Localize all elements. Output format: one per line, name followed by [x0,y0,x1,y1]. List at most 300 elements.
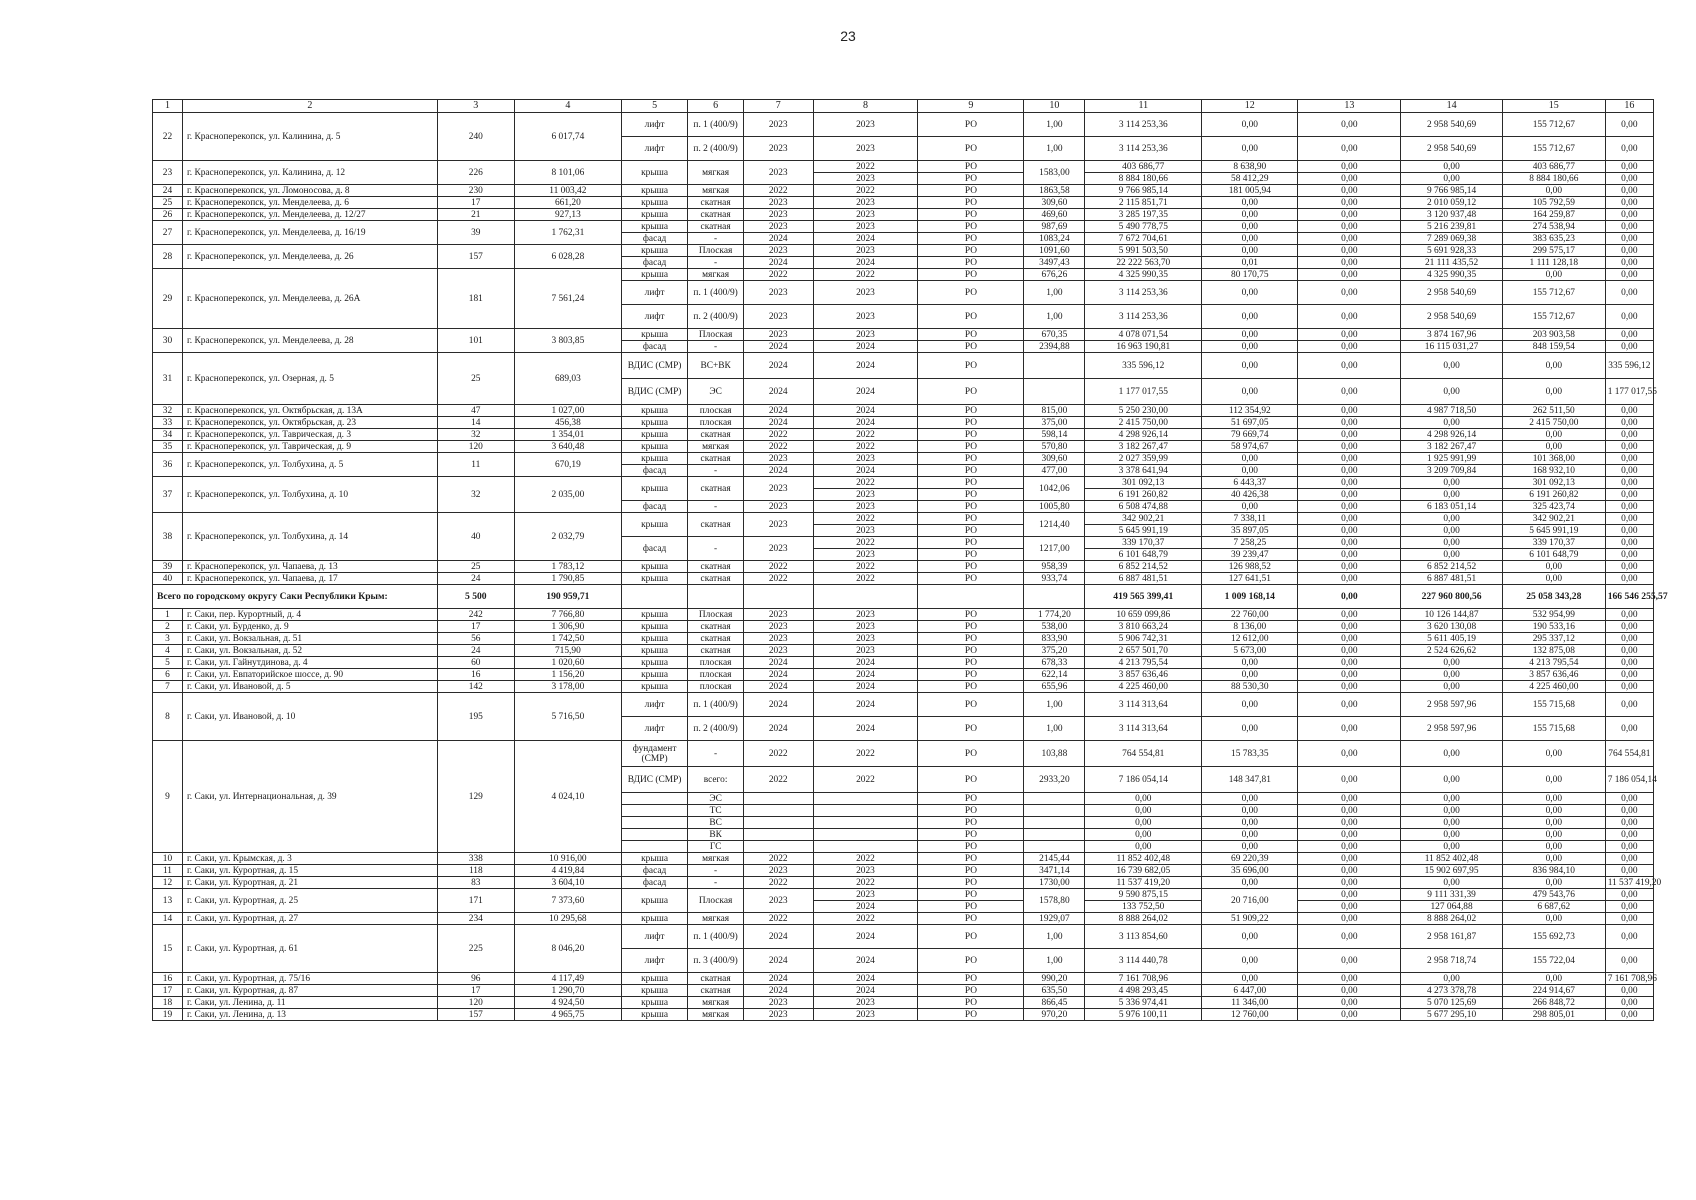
col-16-cell: 0,00 [1605,717,1653,741]
col-12-cell: 0,00 [1202,281,1298,305]
year-plan-cell: 2023 [743,513,813,537]
work-subtype-cell: плоская [688,681,744,693]
table-row [153,453,1654,465]
row-number-cell: 5 [153,657,183,669]
table-row [153,973,1654,985]
col-13-cell: 0,00 [1298,405,1401,417]
address-cell: г. Саки, ул. Ивановой, д. 5 [182,681,437,693]
total-cost-cell: 3 114 313,64 [1085,717,1202,741]
volume-cell: 2933,20 [1024,767,1085,793]
work-subtype-cell: Плоская [688,609,744,621]
col-13-cell: 0,00 [1298,453,1401,465]
col-16-cell: 7 186 054,14 [1605,767,1653,793]
executor-cell: РО [918,379,1024,405]
col-16-cell: 764 554,81 [1605,741,1653,767]
year-plan-cell: 2022 [743,561,813,573]
executor-cell: РО [918,913,1024,925]
header-cell: 8 [813,100,918,113]
work-subtype-cell: скатная [688,197,744,209]
col-14-cell: 16 115 031,27 [1401,341,1503,353]
volume-cell: 2394,88 [1024,341,1085,353]
col-14-cell: 2 958 718,74 [1401,949,1503,973]
col-16-cell: 0,00 [1605,537,1653,549]
executor-cell: РО [918,453,1024,465]
volume-cell: 1,00 [1024,281,1085,305]
work-subtype-cell: ВК [688,829,744,841]
volume-cell: 375,20 [1024,645,1085,657]
volume-cell: 670,35 [1024,329,1085,341]
year-plan-cell: 2024 [743,985,813,997]
col-16-cell: 0,00 [1605,621,1653,633]
address-cell: г. Саки, ул. Курортная, д. 61 [182,925,437,973]
total-cost-cell: 2 115 851,71 [1085,197,1202,209]
col-16-cell: 0,00 [1605,805,1653,817]
work-subtype-cell: - [688,257,744,269]
col-4-cell: 1 783,12 [514,561,621,573]
col-14-cell: 127 064,88 [1401,901,1503,913]
col-3-cell: 25 [437,561,514,573]
total-cost-cell: 2 027 359,99 [1085,453,1202,465]
col-4-cell: 4 965,75 [514,1009,621,1021]
col-13-cell: 0,00 [1298,681,1401,693]
col-12-cell: 11 346,00 [1202,997,1298,1009]
year-fact-cell: 2023 [813,489,918,501]
col-16-cell: 7 161 708,96 [1605,973,1653,985]
table-row [153,865,1654,877]
work-subtype-cell: - [688,741,744,767]
year-plan-cell: 2024 [743,669,813,681]
work-subtype-cell: п. 1 (400/9) [688,113,744,137]
col-15-cell: 155 712,67 [1502,281,1605,305]
col-3-cell: 32 [437,477,514,513]
address-cell: г. Красноперекопск, ул. Калинина, д. 5 [182,113,437,161]
col-12-cell: 0,00 [1202,197,1298,209]
col-15-cell: 0,00 [1502,877,1605,889]
executor-cell: РО [918,681,1024,693]
executor-cell: РО [918,841,1024,853]
col-14-cell: 3 620 130,08 [1401,621,1503,633]
address-cell: г. Красноперекопск, ул. Менделеева, д. 12/27 [182,209,437,221]
total-cost-cell: 16 963 190,81 [1085,341,1202,353]
col-15-cell: 224 914,67 [1502,985,1605,997]
col-16-cell: 0,00 [1605,465,1653,477]
work-subtype-cell [688,585,744,609]
col-14-cell: 4 298 926,14 [1401,429,1503,441]
year-fact-cell: 2023 [813,525,918,537]
col-12-cell: 0,00 [1202,693,1298,717]
year-plan-cell: 2022 [743,853,813,865]
col-13-cell: 0,00 [1298,353,1401,379]
col-4-cell: 1 790,85 [514,573,621,585]
col-14-cell: 0,00 [1401,657,1503,669]
table-row [153,197,1654,209]
col-16-cell: 0,00 [1605,657,1653,669]
volume-cell: 1,00 [1024,925,1085,949]
year-fact-cell: 2023 [813,501,918,513]
address-cell: г. Саки, пер. Курортный, д. 4 [182,609,437,621]
year-fact-cell [813,817,918,829]
work-subtype-cell: скатная [688,573,744,585]
year-plan-cell: 2023 [743,633,813,645]
year-plan-cell: 2023 [743,501,813,513]
executor-cell: РО [918,1009,1024,1021]
col-15-cell: 5 645 991,19 [1502,525,1605,537]
col-12-cell: 126 988,52 [1202,561,1298,573]
work-type-cell: крыша [621,441,687,453]
work-subtype-cell: - [688,865,744,877]
work-subtype-cell: мягкая [688,997,744,1009]
col-15-cell: 0,00 [1502,269,1605,281]
volume-cell: 1863,58 [1024,185,1085,197]
col-12-cell: 35 897,05 [1202,525,1298,537]
col-13-cell: 0,00 [1298,621,1401,633]
col-16-cell: 0,00 [1605,913,1653,925]
year-fact-cell: 2024 [813,233,918,245]
col-16-cell: 0,00 [1605,341,1653,353]
col-16-cell: 0,00 [1605,281,1653,305]
work-subtype-cell: Плоская [688,245,744,257]
col-15-cell: 101 368,00 [1502,453,1605,465]
col-12-cell: 35 696,00 [1202,865,1298,877]
col-14-cell: 5 677 295,10 [1401,1009,1503,1021]
col-3-cell: 14 [437,417,514,429]
table-row [153,985,1654,997]
col-16-cell: 0,00 [1605,173,1653,185]
col-3-cell: 157 [437,245,514,269]
executor-cell: РО [918,233,1024,245]
year-fact-cell: 2023 [813,173,918,185]
col-14-cell: 0,00 [1401,805,1503,817]
work-type-cell: крыша [621,621,687,633]
work-subtype-cell: плоская [688,657,744,669]
year-fact-cell: 2022 [813,429,918,441]
col-15-cell: 0,00 [1502,805,1605,817]
volume-cell: 1042,06 [1024,477,1085,501]
total-cost-cell: 419 565 399,41 [1085,585,1202,609]
total-cost-cell: 2 415 750,00 [1085,417,1202,429]
col-14-cell: 0,00 [1401,767,1503,793]
header-cell: 14 [1401,100,1503,113]
col-4-cell: 927,13 [514,209,621,221]
volume-cell [1024,805,1085,817]
volume-cell: 622,14 [1024,669,1085,681]
col-4-cell: 7 561,24 [514,269,621,329]
col-14-cell: 1 925 991,99 [1401,453,1503,465]
col-16-cell: 0,00 [1605,417,1653,429]
col-15-cell: 0,00 [1502,973,1605,985]
executor-cell: РО [918,817,1024,829]
year-plan-cell: 2023 [743,865,813,877]
year-plan-cell: 2022 [743,429,813,441]
work-subtype-cell: мягкая [688,185,744,197]
year-fact-cell: 2023 [813,281,918,305]
col-16-cell: 0,00 [1605,561,1653,573]
total-cost-cell: 5 976 100,11 [1085,1009,1202,1021]
work-type-cell: фасад [621,465,687,477]
col-14-cell: 7 289 069,38 [1401,233,1503,245]
header-cell: 7 [743,100,813,113]
header-cell: 3 [437,100,514,113]
year-plan-cell: 2023 [743,329,813,341]
year-fact-cell: 2023 [813,549,918,561]
volume-cell [1024,379,1085,405]
col-12-cell: 0,00 [1202,221,1298,233]
work-subtype-cell: п. 1 (400/9) [688,281,744,305]
col-13-cell: 0,00 [1298,417,1401,429]
col-16-cell: 0,00 [1605,525,1653,537]
col-12-cell: 7 258,25 [1202,537,1298,549]
col-16-cell: 0,00 [1605,609,1653,621]
total-cost-cell: 8 888 264,02 [1085,913,1202,925]
total-cost-cell: 5 490 778,75 [1085,221,1202,233]
col-16-cell: 0,00 [1605,997,1653,1009]
year-plan-cell: 2023 [743,889,813,913]
col-13-cell: 0,00 [1298,537,1401,549]
year-plan-cell: 2024 [743,973,813,985]
col-14-cell: 2 010 059,12 [1401,197,1503,209]
year-fact-cell: 2022 [813,441,918,453]
work-subtype-cell: скатная [688,477,744,501]
row-number-cell: 38 [153,513,183,561]
year-plan-cell: 2023 [743,305,813,329]
row-number-cell: 33 [153,417,183,429]
work-subtype-cell: - [688,501,744,513]
table-row [153,669,1654,681]
year-fact-cell: 2022 [813,913,918,925]
address-cell: г. Саки, ул. Вокзальная, д. 52 [182,645,437,657]
work-type-cell: крыша [621,681,687,693]
col-14-cell: 0,00 [1401,549,1503,561]
total-cost-cell: 3 114 313,64 [1085,693,1202,717]
year-plan-cell: 2024 [743,717,813,741]
col-3-cell: 25 [437,353,514,405]
row-number-cell: 2 [153,621,183,633]
total-cost-cell: 0,00 [1085,793,1202,805]
total-cost-cell: 4 213 795,54 [1085,657,1202,669]
volume-cell: 970,20 [1024,1009,1085,1021]
executor-cell: РО [918,645,1024,657]
executor-cell: РО [918,113,1024,137]
col-3-cell: 17 [437,197,514,209]
work-type-cell: крыша [621,429,687,441]
year-plan-cell: 2024 [743,465,813,477]
work-subtype-cell: Плоская [688,889,744,913]
work-type-cell: ВДИС (СМР) [621,379,687,405]
executor-cell: РО [918,693,1024,717]
volume-cell: 309,60 [1024,197,1085,209]
work-type-cell: крыша [621,185,687,197]
col-15-cell: 164 259,87 [1502,209,1605,221]
col-13-cell: 0,00 [1298,645,1401,657]
year-plan-cell: 2024 [743,681,813,693]
address-cell: г. Красноперекопск, ул. Чапаева, д. 17 [182,573,437,585]
row-number-cell: 22 [153,113,183,161]
year-fact-cell [813,585,918,609]
col-15-cell: 6 191 260,82 [1502,489,1605,501]
volume-cell: 1,00 [1024,113,1085,137]
col-15-cell: 4 213 795,54 [1502,657,1605,669]
col-12-cell: 12 612,00 [1202,633,1298,645]
col-4-cell: 4 419,84 [514,865,621,877]
header-cell: 10 [1024,100,1085,113]
col-14-cell: 0,00 [1401,161,1503,173]
total-cost-cell: 3 113 854,60 [1085,925,1202,949]
col-13-cell: 0,00 [1298,585,1401,609]
executor-cell: РО [918,805,1024,817]
volume-cell: 103,88 [1024,741,1085,767]
year-fact-cell [813,805,918,817]
col-14-cell: 8 888 264,02 [1401,913,1503,925]
row-number-cell: 15 [153,925,183,973]
col-14-cell: 2 958 597,96 [1401,717,1503,741]
executor-cell: РО [918,269,1024,281]
address-cell: г. Красноперекопск, ул. Толбухина, д. 10 [182,477,437,513]
col-16-cell: 0,00 [1605,549,1653,561]
year-plan-cell: 2023 [743,209,813,221]
executor-cell: РО [918,329,1024,341]
work-subtype-cell: мягкая [688,913,744,925]
year-fact-cell: 2024 [813,901,918,913]
volume-cell: 3497,43 [1024,257,1085,269]
work-subtype-cell: скатная [688,633,744,645]
year-plan-cell: 2024 [743,353,813,379]
col-12-cell: 0,00 [1202,925,1298,949]
col-12-cell: 0,00 [1202,973,1298,985]
row-number-cell: 32 [153,405,183,417]
executor-cell: РО [918,405,1024,417]
total-cost-cell: 16 739 682,05 [1085,865,1202,877]
col-3-cell: 24 [437,645,514,657]
col-3-cell: 47 [437,405,514,417]
col-16-cell: 0,00 [1605,429,1653,441]
col-3-cell: 171 [437,889,514,913]
year-plan-cell: 2023 [743,537,813,561]
col-4-cell: 3 640,48 [514,441,621,453]
col-14-cell: 6 887 481,51 [1401,573,1503,585]
year-fact-cell: 2023 [813,209,918,221]
col-13-cell: 0,00 [1298,1009,1401,1021]
col-16-cell: 0,00 [1605,793,1653,805]
executor-cell: РО [918,609,1024,621]
volume-cell: 1217,00 [1024,537,1085,561]
total-cost-cell: 3 114 253,36 [1085,113,1202,137]
total-cost-cell: 6 101 648,79 [1085,549,1202,561]
year-fact-cell: 2024 [813,465,918,477]
table-row [153,657,1654,669]
year-plan-cell: 2023 [743,245,813,257]
col-16-cell: 1 177 017,55 [1605,379,1653,405]
work-subtype-cell: п. 1 (400/9) [688,925,744,949]
col-15-cell: 155 692,73 [1502,925,1605,949]
col-13-cell: 0,00 [1298,657,1401,669]
col-16-cell: 0,00 [1605,113,1653,137]
col-15-cell: 848 159,54 [1502,341,1605,353]
row-number-cell: 31 [153,353,183,405]
col-15-cell: 155 712,67 [1502,305,1605,329]
col-15-cell: 4 225 460,00 [1502,681,1605,693]
col-16-cell: 0,00 [1605,513,1653,525]
total-cost-cell: 3 285 197,35 [1085,209,1202,221]
executor-cell: РО [918,949,1024,973]
volume-cell [1024,817,1085,829]
col-12-cell: 0,00 [1202,245,1298,257]
work-subtype-cell: - [688,877,744,889]
col-15-cell: 403 686,77 [1502,161,1605,173]
col-13-cell: 0,00 [1298,573,1401,585]
address-cell: г. Саки, ул. Курортная, д. 25 [182,889,437,913]
year-plan-cell [743,829,813,841]
col-13-cell: 0,00 [1298,501,1401,513]
work-subtype-cell: мягкая [688,1009,744,1021]
year-fact-cell: 2023 [813,1009,918,1021]
page-number: 23 [840,28,856,44]
col-16-cell: 0,00 [1605,633,1653,645]
table-row [153,609,1654,621]
address-cell: г. Саки, ул. Крымская, д. 3 [182,853,437,865]
total-cost-cell: 22 222 563,70 [1085,257,1202,269]
work-subtype-cell: ЭС [688,379,744,405]
header-cell: 4 [514,100,621,113]
total-cost-cell: 5 991 503,50 [1085,245,1202,257]
address-cell: г. Саки, ул. Бурденко, д. 9 [182,621,437,633]
col-13-cell: 0,00 [1298,949,1401,973]
year-plan-cell: 2024 [743,341,813,353]
total-cost-cell: 11 852 402,48 [1085,853,1202,865]
year-fact-cell: 2024 [813,353,918,379]
col-16-cell: 0,00 [1605,161,1653,173]
year-plan-cell [743,817,813,829]
col-3-cell: 242 [437,609,514,621]
work-subtype-cell: скатная [688,621,744,633]
year-fact-cell: 2022 [813,741,918,767]
col-16-cell: 0,00 [1605,829,1653,841]
volume-cell: 1214,40 [1024,513,1085,537]
address-cell: г. Красноперекопск, ул. Октябрьская, д. 13А [182,405,437,417]
col-14-cell: 0,00 [1401,379,1503,405]
year-plan-cell: 2022 [743,913,813,925]
year-fact-cell: 2022 [813,513,918,525]
col-12-cell: 8 136,00 [1202,621,1298,633]
col-4-cell: 661,20 [514,197,621,209]
year-fact-cell: 2023 [813,137,918,161]
col-4-cell: 4 024,10 [514,741,621,853]
address-cell: г. Красноперекопск, ул. Менделеева, д. 26 [182,245,437,269]
col-4-cell: 6 028,28 [514,245,621,269]
year-fact-cell: 2023 [813,453,918,465]
col-3-cell: 225 [437,925,514,973]
col-15-cell: 0,00 [1502,185,1605,197]
total-cost-cell: 3 810 663,24 [1085,621,1202,633]
volume-cell: 598,14 [1024,429,1085,441]
work-type-cell: крыша [621,417,687,429]
executor-cell: РО [918,197,1024,209]
col-14-cell: 0,00 [1401,173,1503,185]
executor-cell: РО [918,429,1024,441]
row-number-cell: 18 [153,997,183,1009]
address-cell: г. Саки, ул. Ленина, д. 11 [182,997,437,1009]
year-fact-cell: 2022 [813,853,918,865]
total-cost-cell: 7 186 054,14 [1085,767,1202,793]
total-cost-cell: 1 177 017,55 [1085,379,1202,405]
col-13-cell: 0,00 [1298,233,1401,245]
work-type-cell: фасад [621,877,687,889]
executor-cell: РО [918,353,1024,379]
total-cost-cell: 4 225 460,00 [1085,681,1202,693]
col-13-cell: 0,00 [1298,197,1401,209]
col-14-cell: 0,00 [1401,525,1503,537]
col-3-cell: 83 [437,877,514,889]
total-cost-cell: 3 114 440,78 [1085,949,1202,973]
